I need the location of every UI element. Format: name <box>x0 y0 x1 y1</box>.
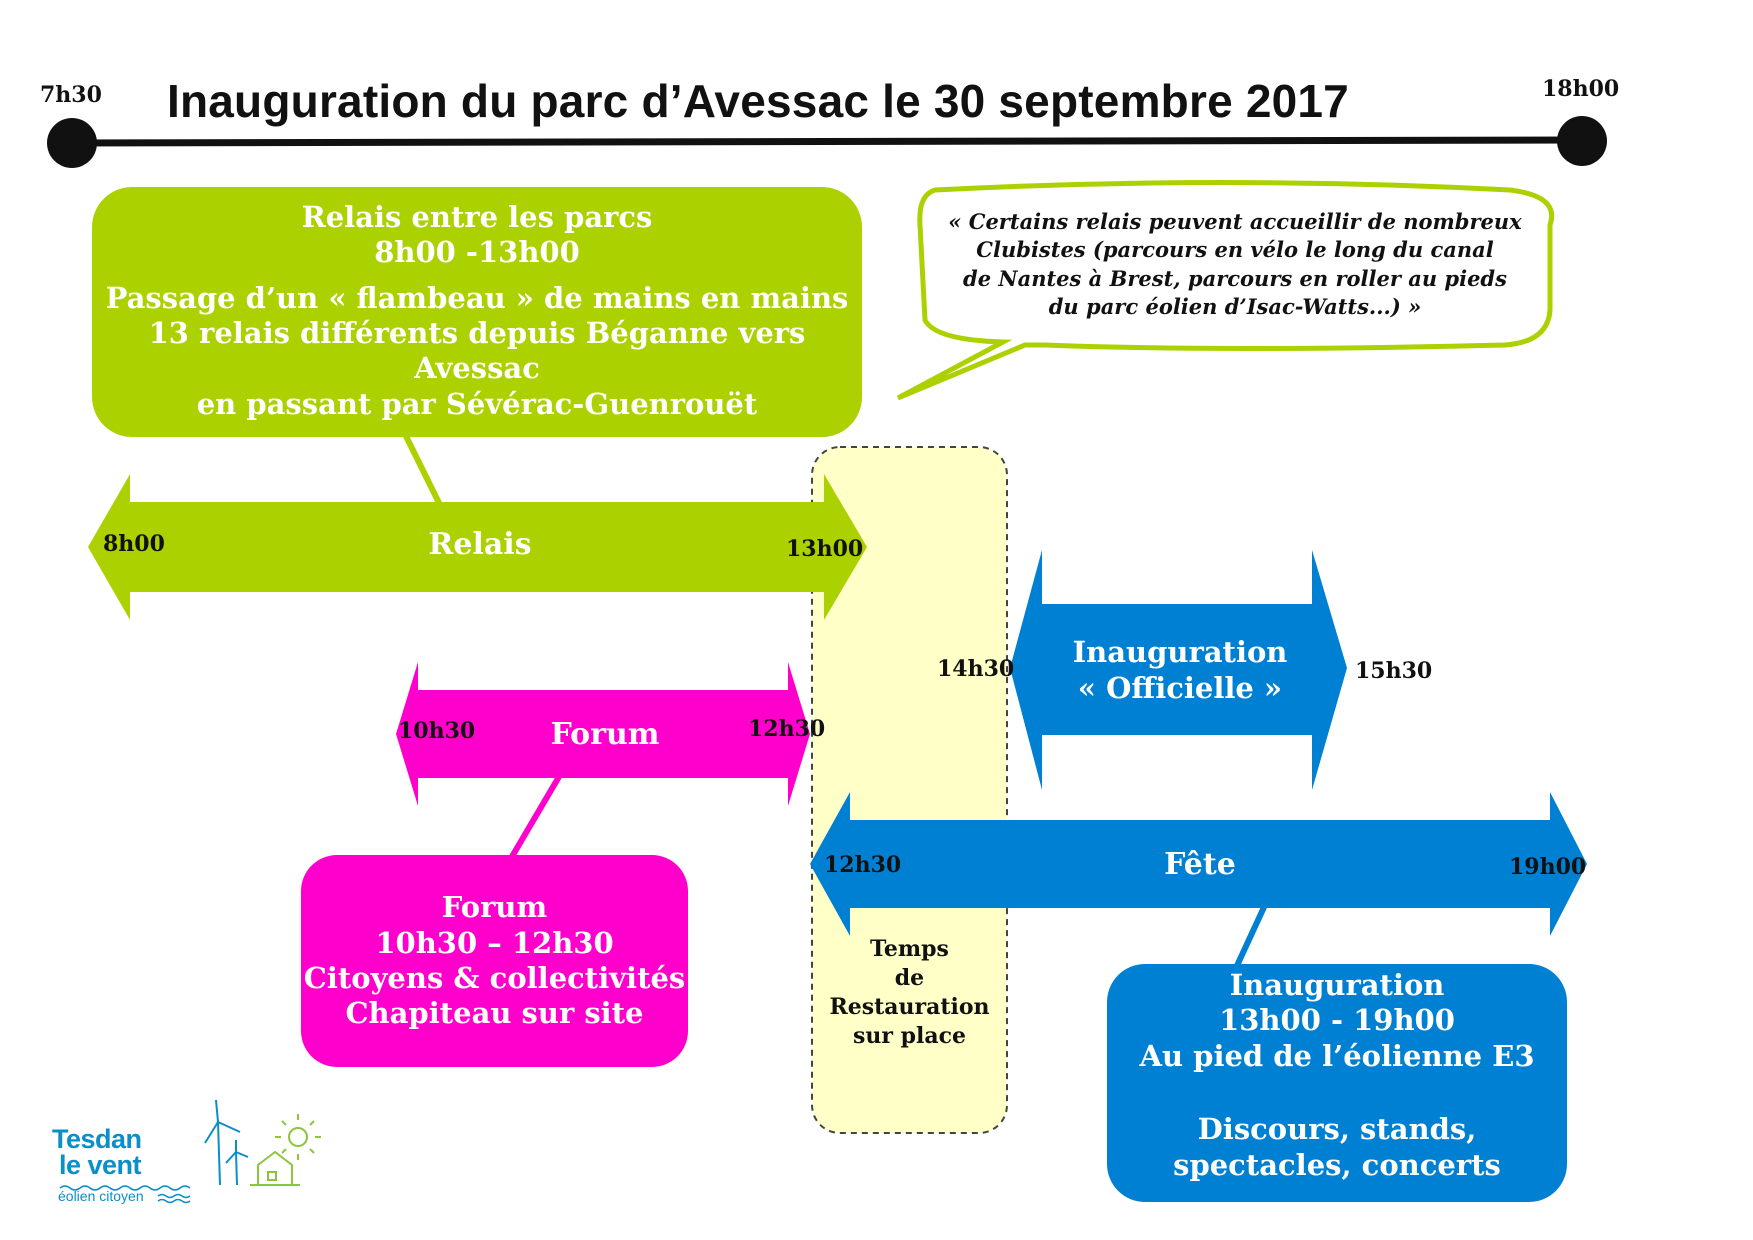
relais-box-line-4: 13 relais différents depuis Béganne vers Avessac <box>148 316 806 386</box>
restauration-line-2: de <box>894 965 925 992</box>
officielle-end-label: 15h30 <box>1355 658 1433 684</box>
logo <box>52 1126 142 1179</box>
page-title: Inauguration du parc d’Avessac le 30 septembre 2017 <box>167 75 1349 127</box>
relais-box-line-2: 8h00 -13h00 <box>374 235 580 270</box>
officielle-start-label: 14h30 <box>937 656 1015 682</box>
inauguration-box-line-1: Inauguration <box>1229 968 1445 1002</box>
timeline-start-dot <box>47 118 97 168</box>
fete-end-label: 19h00 <box>1509 854 1587 880</box>
quote-line-2: Clubistes (parcours en vélo le long du canal <box>976 237 1494 263</box>
forum-connector <box>510 775 560 860</box>
timeline-line <box>72 140 1582 143</box>
logo-line-2: le vent <box>59 1150 142 1181</box>
forum-start-label: 10h30 <box>398 718 476 744</box>
logo-graphic <box>205 1100 248 1185</box>
forum-box <box>301 862 688 1060</box>
relais-box-line-1: Relais entre les parcs <box>301 199 653 234</box>
inauguration-box-line-2: 13h00 - 19h00 <box>1219 1003 1455 1038</box>
officielle-arrow-label <box>1060 634 1300 707</box>
inauguration-box-line-5: Discours, stands, <box>1197 1112 1477 1147</box>
forum-box-line-1: Forum <box>441 890 548 925</box>
restauration-line-1: Temps <box>870 936 949 962</box>
quote-line-3: de Nantes à Brest, parcours en roller au pieds <box>963 265 1507 291</box>
inauguration-box-line-6: spectacles, concerts <box>1173 1147 1501 1182</box>
logo-tagline: éolien citoyen <box>58 1188 144 1204</box>
quote-line-4: du parc éolien d’Isac-Watts...) » <box>1048 294 1422 320</box>
forum-box-line-2: 10h30 – 12h30 <box>375 925 614 960</box>
timeline-start-label: 7h30 <box>40 82 102 108</box>
inauguration-box <box>1107 968 1567 1200</box>
relais-start-label: 8h00 <box>103 531 165 557</box>
officielle-label-line-1: Inauguration <box>1072 635 1288 669</box>
forum-box-line-4: Chapiteau sur site <box>345 996 644 1031</box>
forum-box-line-3: Citoyens & collectivités <box>303 961 686 995</box>
timeline-end-dot <box>1557 116 1607 166</box>
house-icon <box>250 1152 300 1185</box>
forum-end-label: 12h30 <box>748 716 826 742</box>
relais-box-line-5: en passant par Sévérac-Guenrouët <box>196 386 758 421</box>
sun-icon <box>275 1114 321 1160</box>
inauguration-box-line-3: Au pied de l’éolienne E3 <box>1139 1038 1535 1073</box>
fete-connector <box>1235 905 1265 970</box>
forum-arrow-label: Forum <box>550 717 660 752</box>
timeline-end-label: 18h00 <box>1542 76 1620 102</box>
fete-start-label: 12h30 <box>824 852 902 878</box>
relais-arrow-label: Relais <box>428 527 532 562</box>
quote-line-1: « Certains relais peuvent accueillir de nombreux <box>948 209 1522 234</box>
relais-box-line-3: Passage d’un « flambeau » de mains en mains <box>105 280 849 315</box>
restauration-line-3: Restauration <box>829 994 990 1021</box>
restauration-text <box>812 935 1007 1051</box>
relais-connector <box>403 430 440 505</box>
quote-text <box>930 208 1540 321</box>
logo-line-1: Tesdan <box>52 1124 142 1154</box>
fete-arrow-label: Fête <box>1164 847 1236 882</box>
restauration-line-4: sur place <box>852 1023 967 1050</box>
relais-box <box>92 195 862 427</box>
officielle-label-line-2: « Officielle » <box>1077 671 1283 706</box>
relais-end-label: 13h00 <box>786 536 864 562</box>
